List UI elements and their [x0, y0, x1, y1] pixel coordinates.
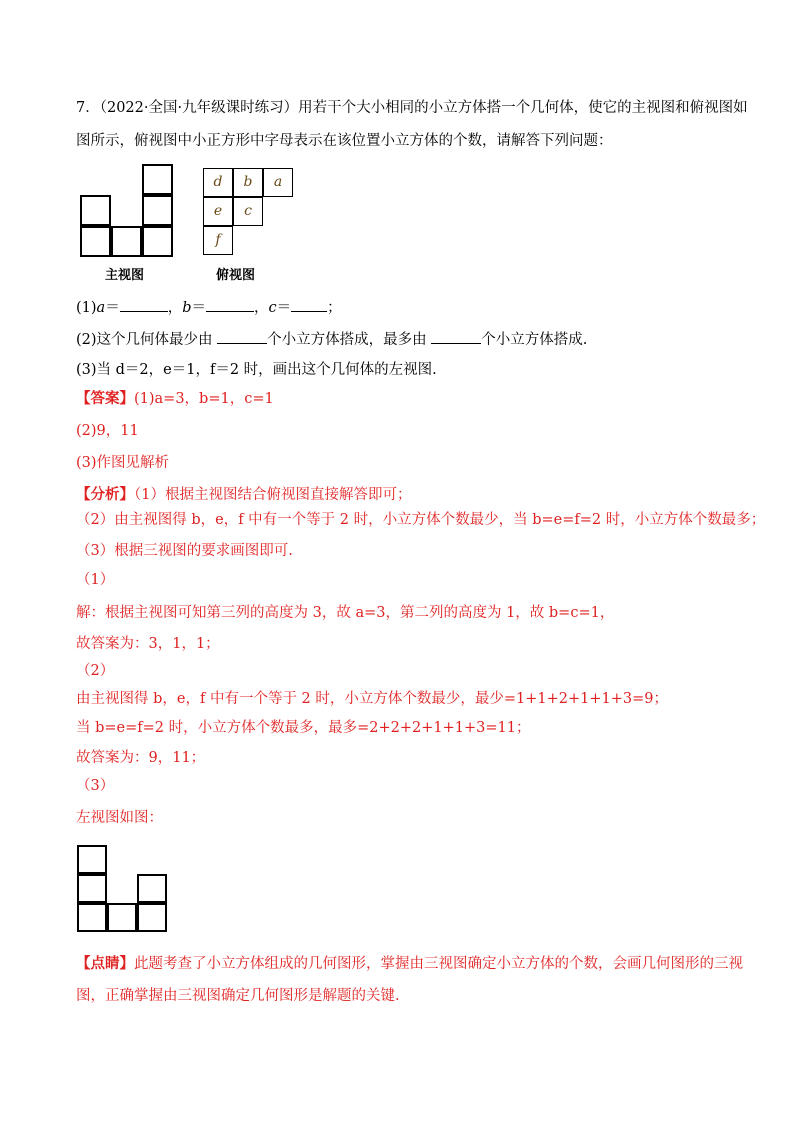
solution-part-1: （1） — [76, 572, 115, 588]
solution-text-2c: 故答案为：9，11； — [76, 750, 206, 766]
solution-text-2: 由主视图得 b，e，f 中有一个等于 2 时，小立方体个数最少，最少=1+1+2+1+1+3=9； — [76, 691, 669, 707]
answer-line-1: 【答案】(1)a=3，b=1，c=1 — [76, 390, 274, 407]
front-view-caption: 主视图 — [105, 268, 145, 283]
sub-question-2: (2)这个几何体最少由 个小立方体搭成，最多由 个小立方体搭成. — [76, 329, 587, 350]
top-cell-d: d — [203, 168, 233, 197]
left-view-figure — [77, 845, 167, 932]
analysis-line-2: （2）由主视图得 b，e，f 中有一个等于 2 时，小立方体个数最少，当 b=e=f=2 时，小立方体个数最多； — [76, 512, 766, 528]
solution-text-1b: 故答案为：3，1，1； — [76, 636, 220, 652]
analysis-line-1: 【分析】（1）根据主视图结合俯视图直接解答即可； — [76, 486, 412, 503]
comment-line-1: 【点睛】此题考查了小立方体组成的几何图形，掌握由三视图确定小立方体的个数，会画几何图形的三视 — [76, 955, 743, 972]
solution-text-1: 解：根据主视图可知第三列的高度为 3，故 a=3，第二列的高度为 1，故 b=c=1， — [76, 605, 615, 621]
question-line-2: 图所示，俯视图中小正方形中字母表示在该位置小立方体的个数，请解答下列问题： — [76, 133, 613, 149]
front-view-figure — [80, 164, 174, 258]
solution-part-3: （3） — [76, 778, 115, 794]
solution-text-3: 左视图如图： — [76, 810, 163, 826]
answer-line-3: (3)作图见解析 — [76, 455, 170, 471]
solution-text-2b: 当 b=e=f=2 时，小立方体个数最多，最多=2+2+2+1+1+3=11； — [76, 720, 531, 736]
solution-part-2: （2） — [76, 663, 115, 679]
top-cell-a: a — [263, 168, 293, 197]
top-view-figure — [203, 168, 293, 255]
comment-line-2: 图，正确掌握由三视图确定几何图形是解题的关键. — [76, 988, 400, 1004]
sub-question-1: (1)a＝ ，b＝ ，c＝ ； — [76, 297, 342, 318]
top-cell-c: c — [233, 197, 263, 226]
top-cell-e: e — [203, 197, 233, 226]
analysis-line-3: （3）根据三视图的要求画图即可. — [76, 543, 293, 559]
answer-line-2: (2)9，11 — [76, 423, 139, 439]
sub-question-3: (3)当 d＝2，e＝1，f＝2 时，画出这个几何体的左视图. — [76, 362, 437, 378]
top-cell-b: b — [233, 168, 263, 197]
top-cell-f: f — [203, 226, 233, 255]
question-line-1: 7．（2022·全国·九年级课时练习）用若干个大小相同的小立方体搭一个几何体，使它的主视图和俯视图如 — [76, 100, 748, 116]
top-view-caption: 俯视图 — [216, 268, 256, 283]
